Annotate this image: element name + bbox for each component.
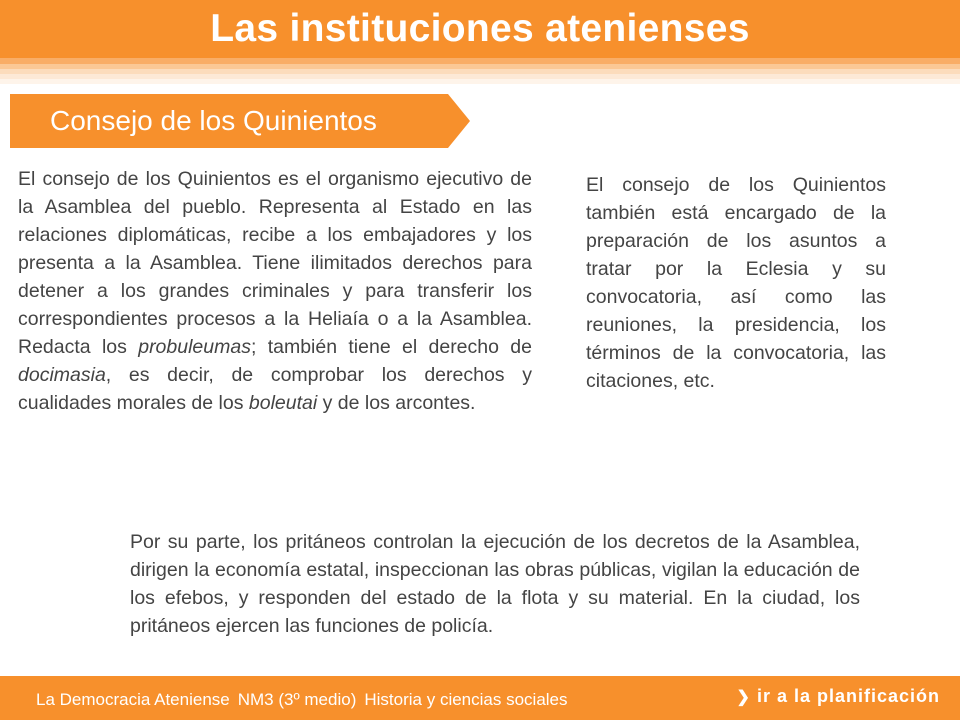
paragraph-consejo-ejecutivo bbox=[18, 165, 532, 417]
slide-title: Las instituciones atenienses bbox=[210, 7, 750, 50]
paragraph-pritaneos: Por su parte, los pritáneos controlan la ejecución de los decretos de la Asamblea, dirigen la economía estatal, inspeccionan las obras públicas, vigilan la educación de los efebos, y responden del estado de la flota y su material. En la ciudad, los pritáneos ejercen las funciones de policía. bbox=[130, 531, 860, 637]
footer-info bbox=[36, 690, 568, 710]
paragraph-text: y de los arcontes. bbox=[317, 392, 476, 414]
paragraph-text: , es decir, de comprobar los derechos y cualidades morales de los bbox=[18, 364, 532, 414]
paragraph-preparacion-asuntos: El consejo de los Quinientos también está encargado de la preparación de los asuntos a tratar por la Eclesia y su convocatoria, así como las reuniones, la presidencia, los términos de la convocatoria, las citaciones, etc. bbox=[586, 174, 886, 392]
italic-term-probuleumas: probuleumas bbox=[138, 336, 251, 358]
paragraph-text: ; también tiene el derecho de bbox=[250, 336, 532, 358]
section-banner bbox=[10, 94, 470, 148]
footer-level: NM3 (3º medio) bbox=[237, 690, 357, 709]
chevron-right-icon: ❯ bbox=[736, 689, 751, 706]
footer-course: La Democracia Ateniense bbox=[36, 690, 230, 709]
italic-term-boleutai: boleutai bbox=[248, 392, 318, 414]
section-heading: Consejo de los Quinientos bbox=[50, 105, 377, 136]
footer-subject: Historia y ciencias sociales bbox=[364, 690, 568, 709]
planificacion-link[interactable] bbox=[737, 686, 940, 707]
title-stripe bbox=[0, 79, 960, 84]
footer-bar bbox=[0, 676, 960, 720]
paragraph-text: El consejo de los Quinientos es el organismo ejecutivo de la Asamblea del pueblo. Representa al Estado en las relaciones diplomáticas, recibe a los embajadores y los presenta a la Asamblea. Tiene ilimitados derechos para detener a los grandes criminales y para transferir los correspondientes procesos a la Heliaía o a la Asamblea. Redacta los bbox=[18, 168, 532, 358]
planificacion-link-label: ir a la planificación bbox=[756, 686, 940, 706]
italic-term-docimasia: docimasia bbox=[18, 364, 106, 386]
